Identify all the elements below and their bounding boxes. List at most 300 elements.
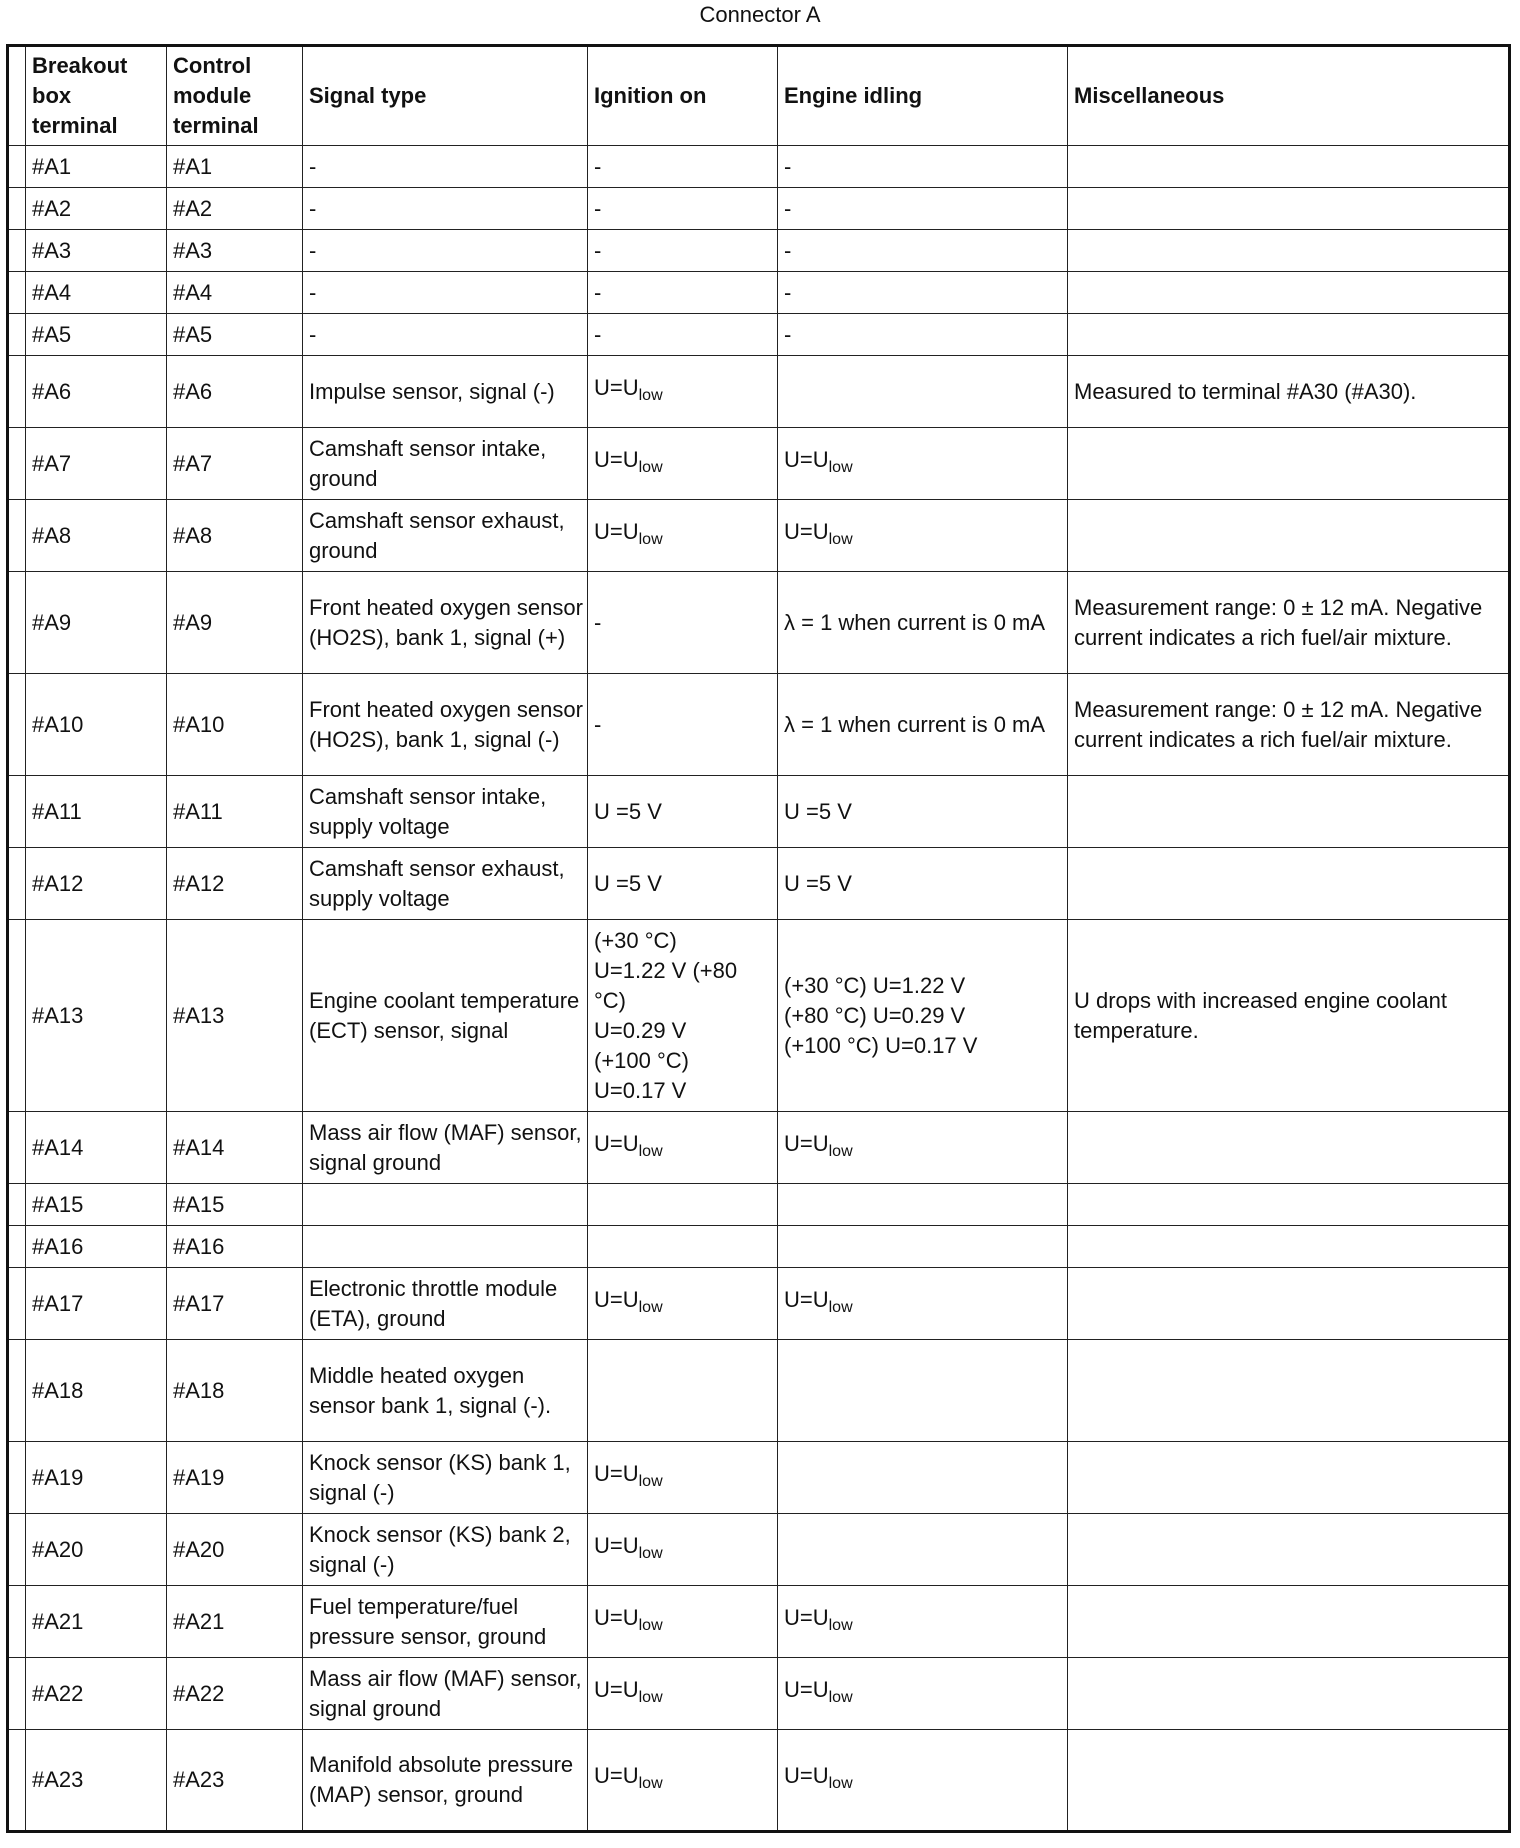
margin-cell	[8, 674, 26, 776]
cell-miscellaneous	[1068, 1340, 1510, 1442]
header-engine-idling: Engine idling	[778, 46, 1068, 146]
cell-breakout-box-terminal-text: #A14	[32, 1134, 84, 1160]
cell-engine-idling-text: U=U	[784, 1130, 829, 1156]
cell-breakout-box-terminal	[26, 848, 167, 920]
margin-cell	[8, 314, 26, 356]
cell-ignition-on	[588, 146, 778, 188]
cell-signal-type-text: Impulse sensor, signal (-)	[309, 378, 555, 404]
cell-signal-type	[303, 1514, 588, 1586]
margin-cell	[8, 572, 26, 674]
cell-breakout-box-terminal-text: #A16	[32, 1233, 84, 1259]
cell-signal-type-text: -	[309, 153, 317, 179]
cell-miscellaneous	[1068, 500, 1510, 572]
cell-breakout-box-terminal-text: #A9	[32, 609, 72, 635]
margin-cell	[8, 146, 26, 188]
cell-control-module-terminal	[167, 674, 303, 776]
cell-ignition-on-text: -	[594, 237, 602, 263]
cell-breakout-box-terminal	[26, 1658, 167, 1730]
cell-miscellaneous-text: U drops with increased engine coolant temperature.	[1074, 987, 1448, 1043]
cell-signal-type-text: Fuel temperature/fuel pressure sensor, ground	[309, 1593, 547, 1649]
cell-breakout-box-terminal-text: #A2	[32, 195, 72, 221]
cell-signal-type-text: -	[309, 195, 317, 221]
cell-ignition-on	[588, 1268, 778, 1340]
cell-signal-type	[303, 776, 588, 848]
cell-signal-type-text: -	[309, 237, 317, 263]
cell-control-module-terminal	[167, 1268, 303, 1340]
cell-control-module-terminal-text: #A15	[173, 1191, 225, 1217]
margin-cell	[8, 188, 26, 230]
table-row	[8, 1658, 1510, 1730]
cell-ignition-on-subscript: low	[638, 530, 663, 548]
cell-breakout-box-terminal-text: #A4	[32, 279, 72, 305]
margin-cell	[8, 272, 26, 314]
cell-control-module-terminal-text: #A8	[173, 522, 213, 548]
cell-control-module-terminal	[167, 356, 303, 428]
cell-control-module-terminal-text: #A12	[173, 870, 225, 896]
cell-ignition-on-text: U=U	[594, 374, 639, 400]
cell-ignition-on-subscript: low	[638, 1775, 663, 1792]
cell-breakout-box-terminal-text: #A7	[32, 450, 72, 476]
margin-cell	[8, 1730, 26, 1832]
cell-engine-idling-subscript: low	[828, 1616, 853, 1634]
cell-ignition-on-text: -	[594, 321, 602, 347]
table-row	[8, 1268, 1510, 1340]
cell-miscellaneous	[1068, 1268, 1510, 1340]
cell-ignition-on-subscript: low	[638, 458, 663, 476]
connector-table	[6, 44, 1511, 1833]
cell-ignition-on	[588, 1112, 778, 1184]
cell-breakout-box-terminal-text: #A23	[32, 1767, 84, 1792]
cell-ignition-on	[588, 314, 778, 356]
cell-engine-idling-subscript: low	[828, 1298, 853, 1316]
cell-ignition-on	[588, 188, 778, 230]
cell-signal-type-text: Mass air flow (MAF) sensor, signal ground	[309, 1119, 582, 1175]
cell-control-module-terminal	[167, 500, 303, 572]
table-row	[8, 674, 1510, 776]
cell-miscellaneous	[1068, 1658, 1510, 1730]
margin-cell	[8, 1658, 26, 1730]
cell-control-module-terminal-text: #A19	[173, 1464, 225, 1490]
cell-breakout-box-terminal-text: #A19	[32, 1464, 84, 1490]
cell-breakout-box-terminal-text: #A12	[32, 870, 84, 896]
cell-ignition-on	[588, 776, 778, 848]
cell-miscellaneous	[1068, 1442, 1510, 1514]
cell-signal-type	[303, 674, 588, 776]
header-breakout-box-terminal: Breakout box terminal	[26, 46, 167, 146]
cell-miscellaneous	[1068, 1112, 1510, 1184]
cell-signal-type	[303, 500, 588, 572]
cell-ignition-on-text: U=U	[594, 1676, 639, 1702]
cell-breakout-box-terminal	[26, 572, 167, 674]
cell-breakout-box-terminal	[26, 776, 167, 848]
cell-breakout-box-terminal-text: #A11	[32, 798, 82, 824]
cell-ignition-on-subscript: low	[638, 1616, 663, 1634]
cell-engine-idling	[778, 146, 1068, 188]
cell-ignition-on-subscript: low	[638, 386, 663, 404]
cell-breakout-box-terminal	[26, 428, 167, 500]
cell-ignition-on	[588, 1586, 778, 1658]
cell-breakout-box-terminal-text: #A18	[32, 1377, 84, 1403]
table-row	[8, 1226, 1510, 1268]
cell-signal-type-text: Electronic throttle module (ETA), ground	[309, 1275, 558, 1331]
cell-control-module-terminal	[167, 1184, 303, 1226]
cell-breakout-box-terminal-text: #A22	[32, 1680, 84, 1706]
margin-cell	[8, 500, 26, 572]
cell-signal-type-text: Camshaft sensor intake, supply voltage	[309, 783, 547, 839]
margin-cell	[8, 46, 26, 146]
margin-cell	[8, 1586, 26, 1658]
cell-control-module-terminal	[167, 1340, 303, 1442]
cell-control-module-terminal	[167, 920, 303, 1112]
cell-ignition-on-subscript: low	[638, 1472, 663, 1490]
table-row	[8, 1184, 1510, 1226]
cell-engine-idling-text: U=U	[784, 1286, 829, 1312]
cell-breakout-box-terminal-text: #A17	[32, 1290, 84, 1316]
cell-breakout-box-terminal-text: #A21	[32, 1608, 84, 1634]
cell-engine-idling-text: U=U	[784, 1604, 829, 1630]
cell-signal-type	[303, 1658, 588, 1730]
cell-signal-type	[303, 188, 588, 230]
cell-control-module-terminal	[167, 1658, 303, 1730]
cell-ignition-on	[588, 572, 778, 674]
cell-engine-idling	[778, 1658, 1068, 1730]
cell-ignition-on-text: U=U	[594, 1130, 639, 1156]
cell-miscellaneous	[1068, 356, 1510, 428]
cell-ignition-on-text: (+30 °C) U=1.22 V (+80 °C) U=0.29 V (+100 °C) U=0.17 V	[594, 927, 738, 1103]
cell-breakout-box-terminal-text: #A5	[32, 321, 72, 347]
cell-signal-type-text: Camshaft sensor exhaust, ground	[309, 507, 565, 563]
cell-signal-type-text: Mass air flow (MAF) sensor, signal ground	[309, 1665, 582, 1721]
cell-miscellaneous-text: Measurement range: 0 ± 12 mA. Negative current indicates a rich fuel/air mixture.	[1074, 594, 1483, 650]
cell-ignition-on-text: U=U	[594, 518, 639, 544]
cell-breakout-box-terminal	[26, 920, 167, 1112]
cell-engine-idling	[778, 572, 1068, 674]
cell-signal-type	[303, 230, 588, 272]
cell-engine-idling	[778, 1112, 1068, 1184]
cell-ignition-on	[588, 356, 778, 428]
margin-cell	[8, 1442, 26, 1514]
table-row	[8, 500, 1510, 572]
cell-engine-idling	[778, 230, 1068, 272]
table-row	[8, 428, 1510, 500]
cell-breakout-box-terminal	[26, 356, 167, 428]
cell-miscellaneous-text: Measurement range: 0 ± 12 mA. Negative current indicates a rich fuel/air mixture.	[1074, 696, 1483, 752]
cell-miscellaneous	[1068, 1730, 1510, 1832]
cell-breakout-box-terminal-text: #A8	[32, 522, 72, 548]
cell-control-module-terminal	[167, 1442, 303, 1514]
cell-control-module-terminal-text: #A6	[173, 378, 213, 404]
cell-engine-idling-text: U =5 V	[784, 870, 852, 896]
margin-cell	[8, 1184, 26, 1226]
cell-engine-idling-text: U =5 V	[784, 798, 852, 824]
cell-control-module-terminal-text: #A16	[173, 1233, 225, 1259]
cell-control-module-terminal	[167, 776, 303, 848]
cell-breakout-box-terminal	[26, 674, 167, 776]
table-row	[8, 146, 1510, 188]
cell-signal-type	[303, 1340, 588, 1442]
table-row	[8, 572, 1510, 674]
cell-ignition-on-text: U =5 V	[594, 870, 662, 896]
cell-signal-type	[303, 356, 588, 428]
margin-cell	[8, 230, 26, 272]
margin-cell	[8, 1340, 26, 1442]
cell-engine-idling-text: U=U	[784, 1763, 829, 1788]
cell-control-module-terminal-text: #A2	[173, 195, 213, 221]
cell-miscellaneous	[1068, 1226, 1510, 1268]
cell-engine-idling-subscript: low	[828, 1142, 853, 1160]
cell-signal-type	[303, 1586, 588, 1658]
cell-engine-idling-text: (+30 °C) U=1.22 V (+80 °C) U=0.29 V (+100 °C) U=0.17 V	[784, 972, 978, 1058]
table-row	[8, 1442, 1510, 1514]
cell-engine-idling	[778, 776, 1068, 848]
cell-miscellaneous	[1068, 674, 1510, 776]
cell-miscellaneous-text: Measured to terminal #A30 (#A30).	[1074, 378, 1417, 404]
cell-ignition-on	[588, 1184, 778, 1226]
cell-breakout-box-terminal	[26, 1514, 167, 1586]
cell-control-module-terminal-text: #A17	[173, 1290, 225, 1316]
margin-cell	[8, 1514, 26, 1586]
cell-signal-type	[303, 572, 588, 674]
cell-control-module-terminal	[167, 1112, 303, 1184]
cell-breakout-box-terminal	[26, 1268, 167, 1340]
margin-cell	[8, 776, 26, 848]
cell-control-module-terminal-text: #A20	[173, 1536, 225, 1562]
cell-miscellaneous	[1068, 428, 1510, 500]
cell-control-module-terminal-text: #A21	[173, 1608, 225, 1634]
cell-control-module-terminal-text: #A5	[173, 321, 213, 347]
cell-signal-type-text: -	[309, 279, 317, 305]
margin-cell	[8, 1112, 26, 1184]
cell-ignition-on	[588, 1226, 778, 1268]
cell-signal-type-text: Front heated oxygen sensor (HO2S), bank 1, signal (+)	[309, 594, 583, 650]
table-row	[8, 314, 1510, 356]
cell-control-module-terminal-text: #A7	[173, 450, 213, 476]
margin-cell	[8, 356, 26, 428]
cell-control-module-terminal-text: #A14	[173, 1134, 225, 1160]
cell-ignition-on-text: U=U	[594, 446, 639, 472]
cell-control-module-terminal	[167, 1586, 303, 1658]
header-row	[8, 46, 1510, 146]
cell-engine-idling-text: -	[784, 279, 792, 305]
cell-miscellaneous	[1068, 272, 1510, 314]
table-row	[8, 1730, 1510, 1832]
table-row	[8, 1514, 1510, 1586]
cell-breakout-box-terminal	[26, 230, 167, 272]
margin-cell	[8, 1268, 26, 1340]
cell-miscellaneous	[1068, 1586, 1510, 1658]
cell-ignition-on	[588, 674, 778, 776]
cell-breakout-box-terminal-text: #A1	[32, 153, 72, 179]
cell-engine-idling-text: U=U	[784, 446, 829, 472]
cell-control-module-terminal-text: #A22	[173, 1680, 225, 1706]
cell-ignition-on-text: -	[594, 609, 602, 635]
cell-miscellaneous	[1068, 848, 1510, 920]
cell-engine-idling-subscript: low	[828, 1775, 853, 1792]
table-body	[8, 146, 1510, 1832]
cell-control-module-terminal-text: #A18	[173, 1377, 225, 1403]
table-row	[8, 1586, 1510, 1658]
cell-breakout-box-terminal-text: #A20	[32, 1536, 84, 1562]
cell-engine-idling	[778, 188, 1068, 230]
cell-miscellaneous	[1068, 230, 1510, 272]
cell-engine-idling-subscript: low	[828, 1688, 853, 1706]
cell-breakout-box-terminal	[26, 1442, 167, 1514]
cell-breakout-box-terminal	[26, 1586, 167, 1658]
cell-breakout-box-terminal	[26, 1184, 167, 1226]
cell-engine-idling	[778, 272, 1068, 314]
cell-control-module-terminal	[167, 1730, 303, 1832]
table-row	[8, 188, 1510, 230]
table-row	[8, 230, 1510, 272]
cell-signal-type	[303, 1442, 588, 1514]
cell-ignition-on	[588, 920, 778, 1112]
table-row	[8, 1112, 1510, 1184]
cell-control-module-terminal	[167, 1514, 303, 1586]
margin-cell	[8, 1226, 26, 1268]
cell-ignition-on-text: -	[594, 153, 602, 179]
cell-control-module-terminal-text: #A10	[173, 711, 225, 737]
cell-ignition-on-text: U=U	[594, 1460, 639, 1486]
cell-signal-type	[303, 428, 588, 500]
cell-engine-idling	[778, 920, 1068, 1112]
cell-breakout-box-terminal-text: #A10	[32, 711, 84, 737]
cell-control-module-terminal-text: #A13	[173, 1002, 225, 1028]
cell-engine-idling	[778, 428, 1068, 500]
cell-signal-type-text: Camshaft sensor exhaust, supply voltage	[309, 855, 565, 911]
cell-control-module-terminal	[167, 848, 303, 920]
table-row	[8, 1340, 1510, 1442]
cell-control-module-terminal-text: #A9	[173, 609, 213, 635]
cell-engine-idling	[778, 1226, 1068, 1268]
cell-signal-type	[303, 848, 588, 920]
cell-signal-type-text: Middle heated oxygen sensor bank 1, signal (-).	[309, 1362, 552, 1418]
cell-miscellaneous	[1068, 572, 1510, 674]
cell-breakout-box-terminal	[26, 146, 167, 188]
header-ignition-on: Ignition on	[588, 46, 778, 146]
cell-control-module-terminal-text: #A1	[173, 153, 213, 179]
cell-ignition-on	[588, 1730, 778, 1832]
header-signal-type: Signal type	[303, 46, 588, 146]
cell-control-module-terminal	[167, 188, 303, 230]
cell-breakout-box-terminal-text: #A13	[32, 1002, 84, 1028]
cell-breakout-box-terminal-text: #A15	[32, 1191, 84, 1217]
cell-ignition-on-subscript: low	[638, 1688, 663, 1706]
cell-signal-type	[303, 1184, 588, 1226]
cell-engine-idling	[778, 1586, 1068, 1658]
cell-ignition-on	[588, 1442, 778, 1514]
table-row	[8, 920, 1510, 1112]
cell-breakout-box-terminal	[26, 272, 167, 314]
cell-engine-idling-text: U=U	[784, 1676, 829, 1702]
cell-control-module-terminal	[167, 272, 303, 314]
table-row	[8, 848, 1510, 920]
cell-ignition-on-text: U=U	[594, 1763, 639, 1788]
cell-engine-idling-text: λ = 1 when current is 0 mA	[784, 711, 1046, 737]
cell-ignition-on-text: U=U	[594, 1604, 639, 1630]
cell-control-module-terminal	[167, 146, 303, 188]
cell-control-module-terminal-text: #A23	[173, 1767, 225, 1792]
cell-miscellaneous	[1068, 314, 1510, 356]
cell-signal-type-text: Manifold absolute pressure (MAP) sensor, ground	[309, 1752, 574, 1807]
table-caption: Connector A	[699, 2, 821, 27]
margin-cell	[8, 428, 26, 500]
cell-miscellaneous	[1068, 146, 1510, 188]
cell-ignition-on	[588, 272, 778, 314]
cell-engine-idling	[778, 1268, 1068, 1340]
cell-signal-type	[303, 1112, 588, 1184]
cell-miscellaneous	[1068, 1514, 1510, 1586]
cell-ignition-on-subscript: low	[638, 1544, 663, 1562]
table-row	[8, 776, 1510, 848]
cell-engine-idling-text: -	[784, 153, 792, 179]
cell-control-module-terminal	[167, 428, 303, 500]
cell-signal-type	[303, 1268, 588, 1340]
cell-engine-idling	[778, 674, 1068, 776]
cell-control-module-terminal	[167, 1226, 303, 1268]
cell-engine-idling	[778, 1184, 1068, 1226]
cell-engine-idling	[778, 314, 1068, 356]
cell-breakout-box-terminal-text: #A6	[32, 378, 72, 404]
header-miscellaneous: Miscellaneous	[1068, 46, 1510, 146]
cell-miscellaneous	[1068, 776, 1510, 848]
cell-ignition-on-text: -	[594, 711, 602, 737]
cell-signal-type-text: -	[309, 321, 317, 347]
cell-engine-idling-text: λ = 1 when current is 0 mA	[784, 609, 1046, 635]
table-row	[8, 272, 1510, 314]
cell-ignition-on	[588, 1658, 778, 1730]
cell-breakout-box-terminal-text: #A3	[32, 237, 72, 263]
table-row	[8, 356, 1510, 428]
cell-miscellaneous	[1068, 920, 1510, 1112]
cell-breakout-box-terminal	[26, 1730, 167, 1832]
cell-breakout-box-terminal	[26, 314, 167, 356]
cell-control-module-terminal	[167, 230, 303, 272]
cell-signal-type	[303, 920, 588, 1112]
cell-ignition-on	[588, 1340, 778, 1442]
cell-signal-type	[303, 1730, 588, 1832]
cell-engine-idling	[778, 1340, 1068, 1442]
cell-control-module-terminal-text: #A4	[173, 279, 213, 305]
cell-ignition-on-subscript: low	[638, 1298, 663, 1316]
cell-breakout-box-terminal	[26, 500, 167, 572]
cell-engine-idling	[778, 356, 1068, 428]
cell-engine-idling	[778, 1514, 1068, 1586]
cell-ignition-on-text: -	[594, 195, 602, 221]
cell-signal-type-text: Camshaft sensor intake, ground	[309, 435, 547, 491]
cell-engine-idling	[778, 848, 1068, 920]
header-control-module-terminal: Control module terminal	[167, 46, 303, 146]
cell-ignition-on	[588, 848, 778, 920]
cell-breakout-box-terminal	[26, 1340, 167, 1442]
cell-signal-type	[303, 314, 588, 356]
cell-engine-idling	[778, 500, 1068, 572]
cell-breakout-box-terminal	[26, 188, 167, 230]
cell-miscellaneous	[1068, 188, 1510, 230]
cell-ignition-on	[588, 500, 778, 572]
cell-ignition-on-text: U=U	[594, 1286, 639, 1312]
cell-engine-idling-subscript: low	[828, 530, 853, 548]
cell-signal-type-text: Front heated oxygen sensor (HO2S), bank 1, signal (-)	[309, 696, 583, 752]
cell-engine-idling-subscript: low	[828, 458, 853, 476]
cell-signal-type	[303, 1226, 588, 1268]
cell-ignition-on	[588, 230, 778, 272]
cell-signal-type-text: Engine coolant temperature (ECT) sensor, signal	[309, 987, 580, 1043]
cell-engine-idling	[778, 1730, 1068, 1832]
cell-signal-type-text: Knock sensor (KS) bank 2, signal (-)	[309, 1521, 571, 1577]
cell-miscellaneous	[1068, 1184, 1510, 1226]
cell-ignition-on-text: U=U	[594, 1532, 639, 1558]
cell-control-module-terminal	[167, 314, 303, 356]
